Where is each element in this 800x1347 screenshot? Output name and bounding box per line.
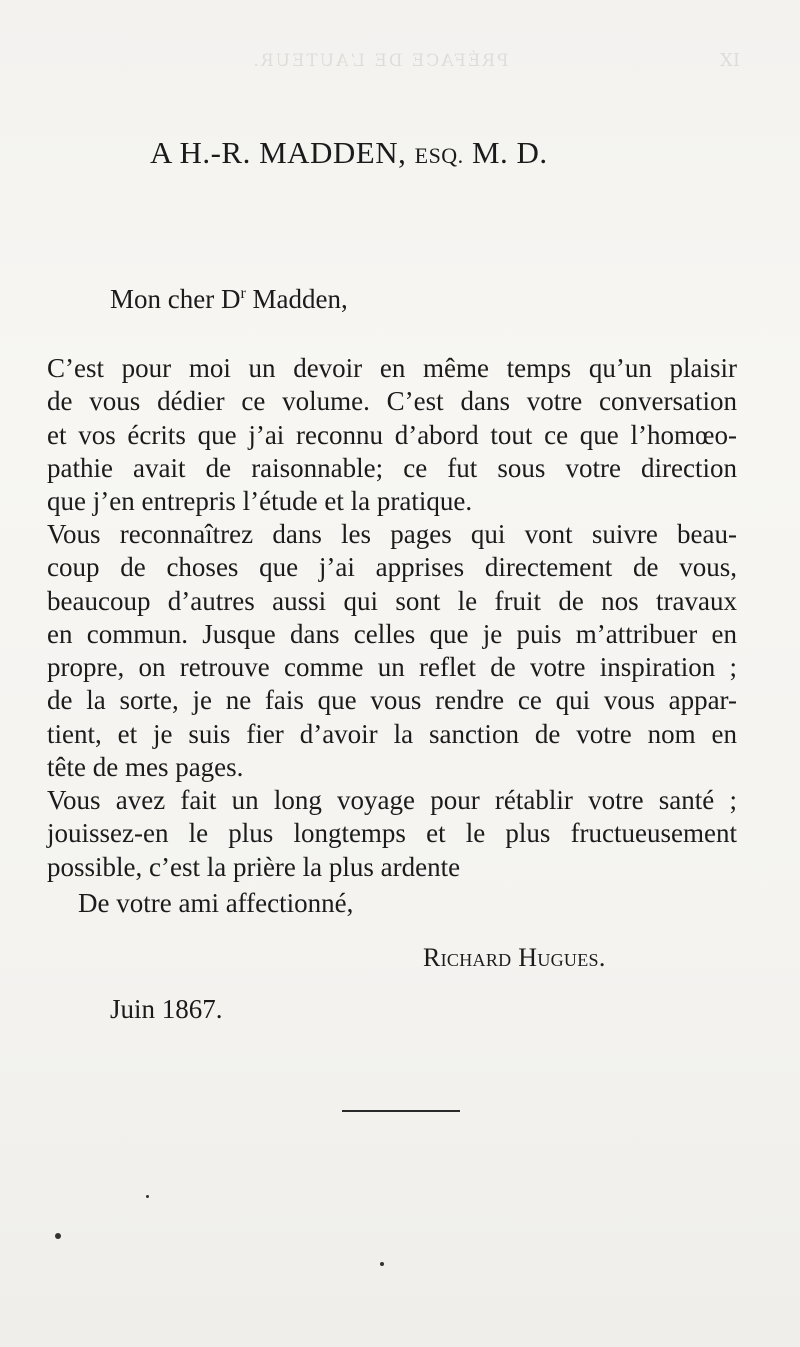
paragraph-line: tête de mes pages. xyxy=(47,752,244,783)
salutation-superscript: r xyxy=(240,285,246,302)
paragraph-line: possible, c’est la prière la plus ardente xyxy=(47,851,461,882)
paragraph-line: jouissez-en le plus longtemps et le plus fructueusement xyxy=(47,818,737,849)
ink-speck xyxy=(146,1195,149,1198)
bleed-through-page-number: XI xyxy=(720,50,740,71)
salutation-before: Mon cher D xyxy=(110,284,241,314)
paragraph-line: Vous reconnaîtrez dans les pages qui vont suivre beau- xyxy=(47,519,737,549)
bleed-through-header: PRÉFACE DE L’AUTEUR. xyxy=(251,51,509,71)
dedication-esq: ESQ. xyxy=(414,143,464,168)
paragraph-line: pathie avait de raisonnable; ce fut sous votre direction xyxy=(47,452,737,483)
paragraph-line: et vos écrits que j’ai reconnu d’abord tout ce que l’homœo- xyxy=(47,419,737,450)
dedication-prefix: A xyxy=(150,135,172,170)
paragraph-line: propre, on retrouve comme un reflet de votre inspiration ; xyxy=(47,652,737,683)
paragraph-line: tient, et je suis fier d’avoir la sanction de votre nom en xyxy=(47,718,737,749)
salutation xyxy=(110,284,348,315)
ink-speck xyxy=(380,1262,384,1266)
salutation-after: Madden, xyxy=(245,284,348,314)
paragraph-line: de la sorte, je ne fais que vous rendre ce qui vous appar- xyxy=(47,685,737,716)
closing-line: De votre ami affectionné, xyxy=(78,888,354,918)
paragraph-line: en commun. Jusque dans celles que je puis m’attribuer en xyxy=(47,618,737,649)
paragraph-line: C’est pour moi un devoir en même temps qu’un plaisir xyxy=(47,353,737,383)
paragraph-line: que j’en entrepris l’étude et la pratique. xyxy=(47,486,473,517)
closing-rule xyxy=(342,1110,460,1112)
dedication-name: H.-R. MADDEN, xyxy=(179,135,407,170)
dedication-line xyxy=(150,135,670,171)
paragraph-line: de vous dédier ce volume. C’est dans votre conversation xyxy=(47,386,737,417)
paragraph-line: Vous avez fait un long voyage pour rétablir votre santé ; xyxy=(47,785,737,815)
signature: Richard Hugues. xyxy=(423,943,606,972)
paragraph-line: beaucoup d’autres aussi qui sont le fruit de nos travaux xyxy=(47,585,737,616)
dedication-degree: M. D. xyxy=(471,135,548,170)
ink-speck xyxy=(55,1233,61,1239)
paragraph-line: coup de choses que j’ai apprises directement de vous, xyxy=(47,552,737,583)
letter-paragraph-1 xyxy=(47,352,737,518)
date-line: Juin 1867. xyxy=(110,994,223,1024)
letter-paragraph-2 xyxy=(47,518,737,784)
letter-paragraph-3 xyxy=(47,784,737,884)
